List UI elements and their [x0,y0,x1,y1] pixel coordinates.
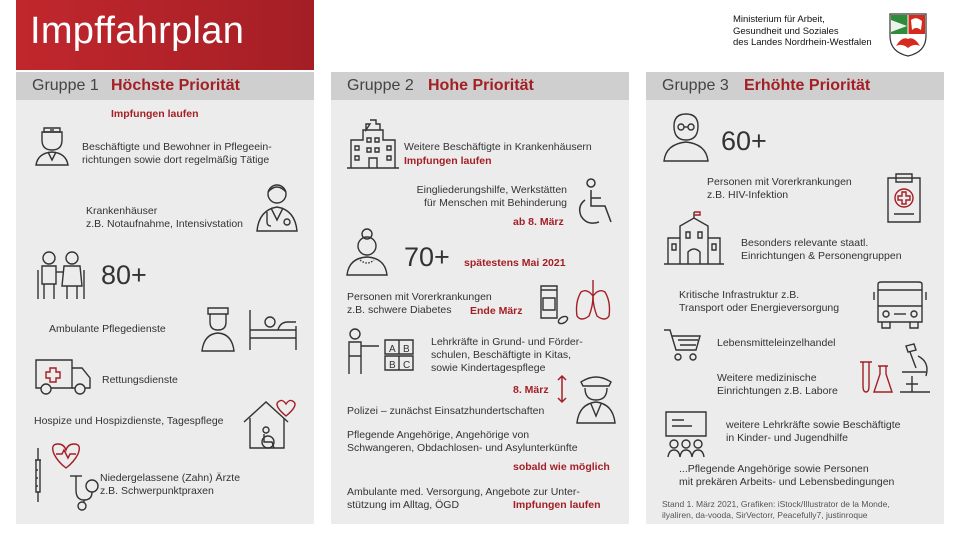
group-3-item-caregivers: ...Pflegende Angehörige sowie Personen mit prekären Arbeits- und Lebensbedingungen [679,463,895,488]
svg-text:A: A [389,344,396,355]
group-2-status-hospital: Impfungen laufen [404,155,492,167]
teacher-blocks-icon [345,328,419,376]
shopping-cart-icon [662,326,702,362]
elderly-man-icon [662,112,710,162]
group-2-item-integration: Eingliederungshilfe, Werkstätten für Menschen mit Behinderung [416,184,567,209]
house-heart-icon [240,396,300,450]
ministry-line-3: des Landes Nordrhein-Westfalen [733,37,872,48]
group-1-item-doctors: Niedergelassene (Zahn) Ärzte z.B. Schwerpunktpraxen [100,472,241,497]
group-1-item-care-homes: Beschäftigte und Bewohner in Pflegeein- richtungen sowie dort regelmäßig Tätige [82,141,272,166]
group-3-header [646,72,944,100]
group-3-item-teachers: weitere Lehrkräfte sowie Beschäftigte in Kinder- und Jugendhilfe [726,419,901,444]
group-1-item-hospices: Hospize und Hospizdienste, Tagespflege [34,415,224,427]
title-banner [16,0,314,70]
elderly-couple-icon [34,250,90,300]
group-2-item-hospital-staff: Weitere Beschäftigte in Krankenhäusern [404,141,592,153]
doctor-icon [254,180,300,232]
page-title: Impffahrplan [30,10,245,52]
svg-text:C: C [403,360,411,371]
group-2-header [331,72,629,100]
wheelchair-icon [575,178,617,228]
group-2-date-may: spätestens Mai 2021 [464,257,566,269]
group-2-status-ambulatory: Impfungen laufen [513,499,601,511]
group-3-label: Gruppe 3 [662,77,729,94]
police-icon [575,372,617,424]
arrow-updown-icon [557,374,567,404]
group-2-item-preexisting: Personen mit Vorerkrankungen z.B. schwere Diabetes [347,291,492,316]
image-credits: Stand 1. März 2021, Grafiken: iStock/Illustrator de la Monde, ilyaliren, da-vooda, SirVectorr, Peacefully7, justinroque [662,499,890,520]
group-2-item-police: Polizei – zunächst Einsatzhundertschaften [347,405,545,417]
syringe-stethoscope-icon [32,440,110,512]
svg-text:B: B [403,344,410,355]
bus-icon [872,280,928,330]
group-2-date-asap: sobald wie möglich [513,461,610,473]
group-1-age-80: 80+ [101,260,147,290]
group-3-age-60: 60+ [721,126,767,156]
ministry-line-2: Gesundheit und Soziales [733,25,839,37]
lab-icon [856,342,934,396]
group-3-item-medical-labs: Weitere medizinische Einrichtungen z.B. Labore [717,372,838,397]
elderly-woman-icon [345,228,389,276]
group-3-item-infrastructure: Kritische Infrastruktur z.B. Transport oder Energieversorgung [679,289,840,314]
svg-text:B: B [389,360,396,371]
group-1-item-hospitals: Krankenhäuser z.B. Notaufnahme, Intensivstation [86,205,244,230]
clipboard-icon [884,170,924,224]
ambulance-icon [34,356,92,396]
ministry-name [733,14,872,49]
group-1-item-outpatient-care: Ambulante Pflegedienste [49,323,166,335]
group-2-age-70: 70+ [404,242,450,272]
group-2-date-end-march: Ende März [470,305,523,317]
group-2-item-teachers: Lehrkräfte in Grund- und Förder- schulen, Beschäftigte in Kitas, sowie Kindertagespflege [431,336,583,374]
group-1-status: Impfungen laufen [111,108,199,120]
group-3-panel [646,72,944,524]
group-2-label: Gruppe 2 [347,77,414,94]
group-2-item-ambulatory: Ambulante med. Versorgung, Angebote zur Unter- stützung im Alltag, ÖGD [347,486,580,511]
group-1-label: Gruppe 1 [32,77,99,94]
nurse-icon [34,122,70,166]
group-3-item-retail: Lebensmitteleinzelhandel [717,337,836,349]
group-2-date-march-8b: 8. März [513,384,549,396]
nurse-bed-icon [200,304,300,352]
group-1-item-rescue: Rettungsdienste [102,374,178,386]
classroom-icon [662,408,710,458]
ministry-line-1: Ministerium für Arbeit, [733,14,825,25]
group-1-header [16,72,314,100]
group-3-priority: Erhöhte Priorität [744,77,871,94]
group-1-priority: Höchste Priorität [111,77,240,94]
medicine-lungs-icon [535,276,617,328]
group-2-date-march-8: ab 8. März [513,216,564,228]
government-building-icon [662,210,726,266]
group-2-priority: Hohe Priorität [428,77,534,94]
group-3-item-state-institutions: Besonders relevante staatl. Einrichtungen & Personengruppen [741,237,902,262]
group-2-item-caregivers: Pflegende Angehörige, Angehörige von Schwangeren, Obdachlosen- und Asylunterkünfte [347,429,578,454]
group-3-item-preexisting: Personen mit Vorerkrankungen z.B. HIV-Infektion [707,176,852,201]
group-1-panel [16,72,314,524]
nrw-crest-icon [888,12,928,58]
hospital-icon [345,118,401,170]
group-2-panel [331,72,629,524]
